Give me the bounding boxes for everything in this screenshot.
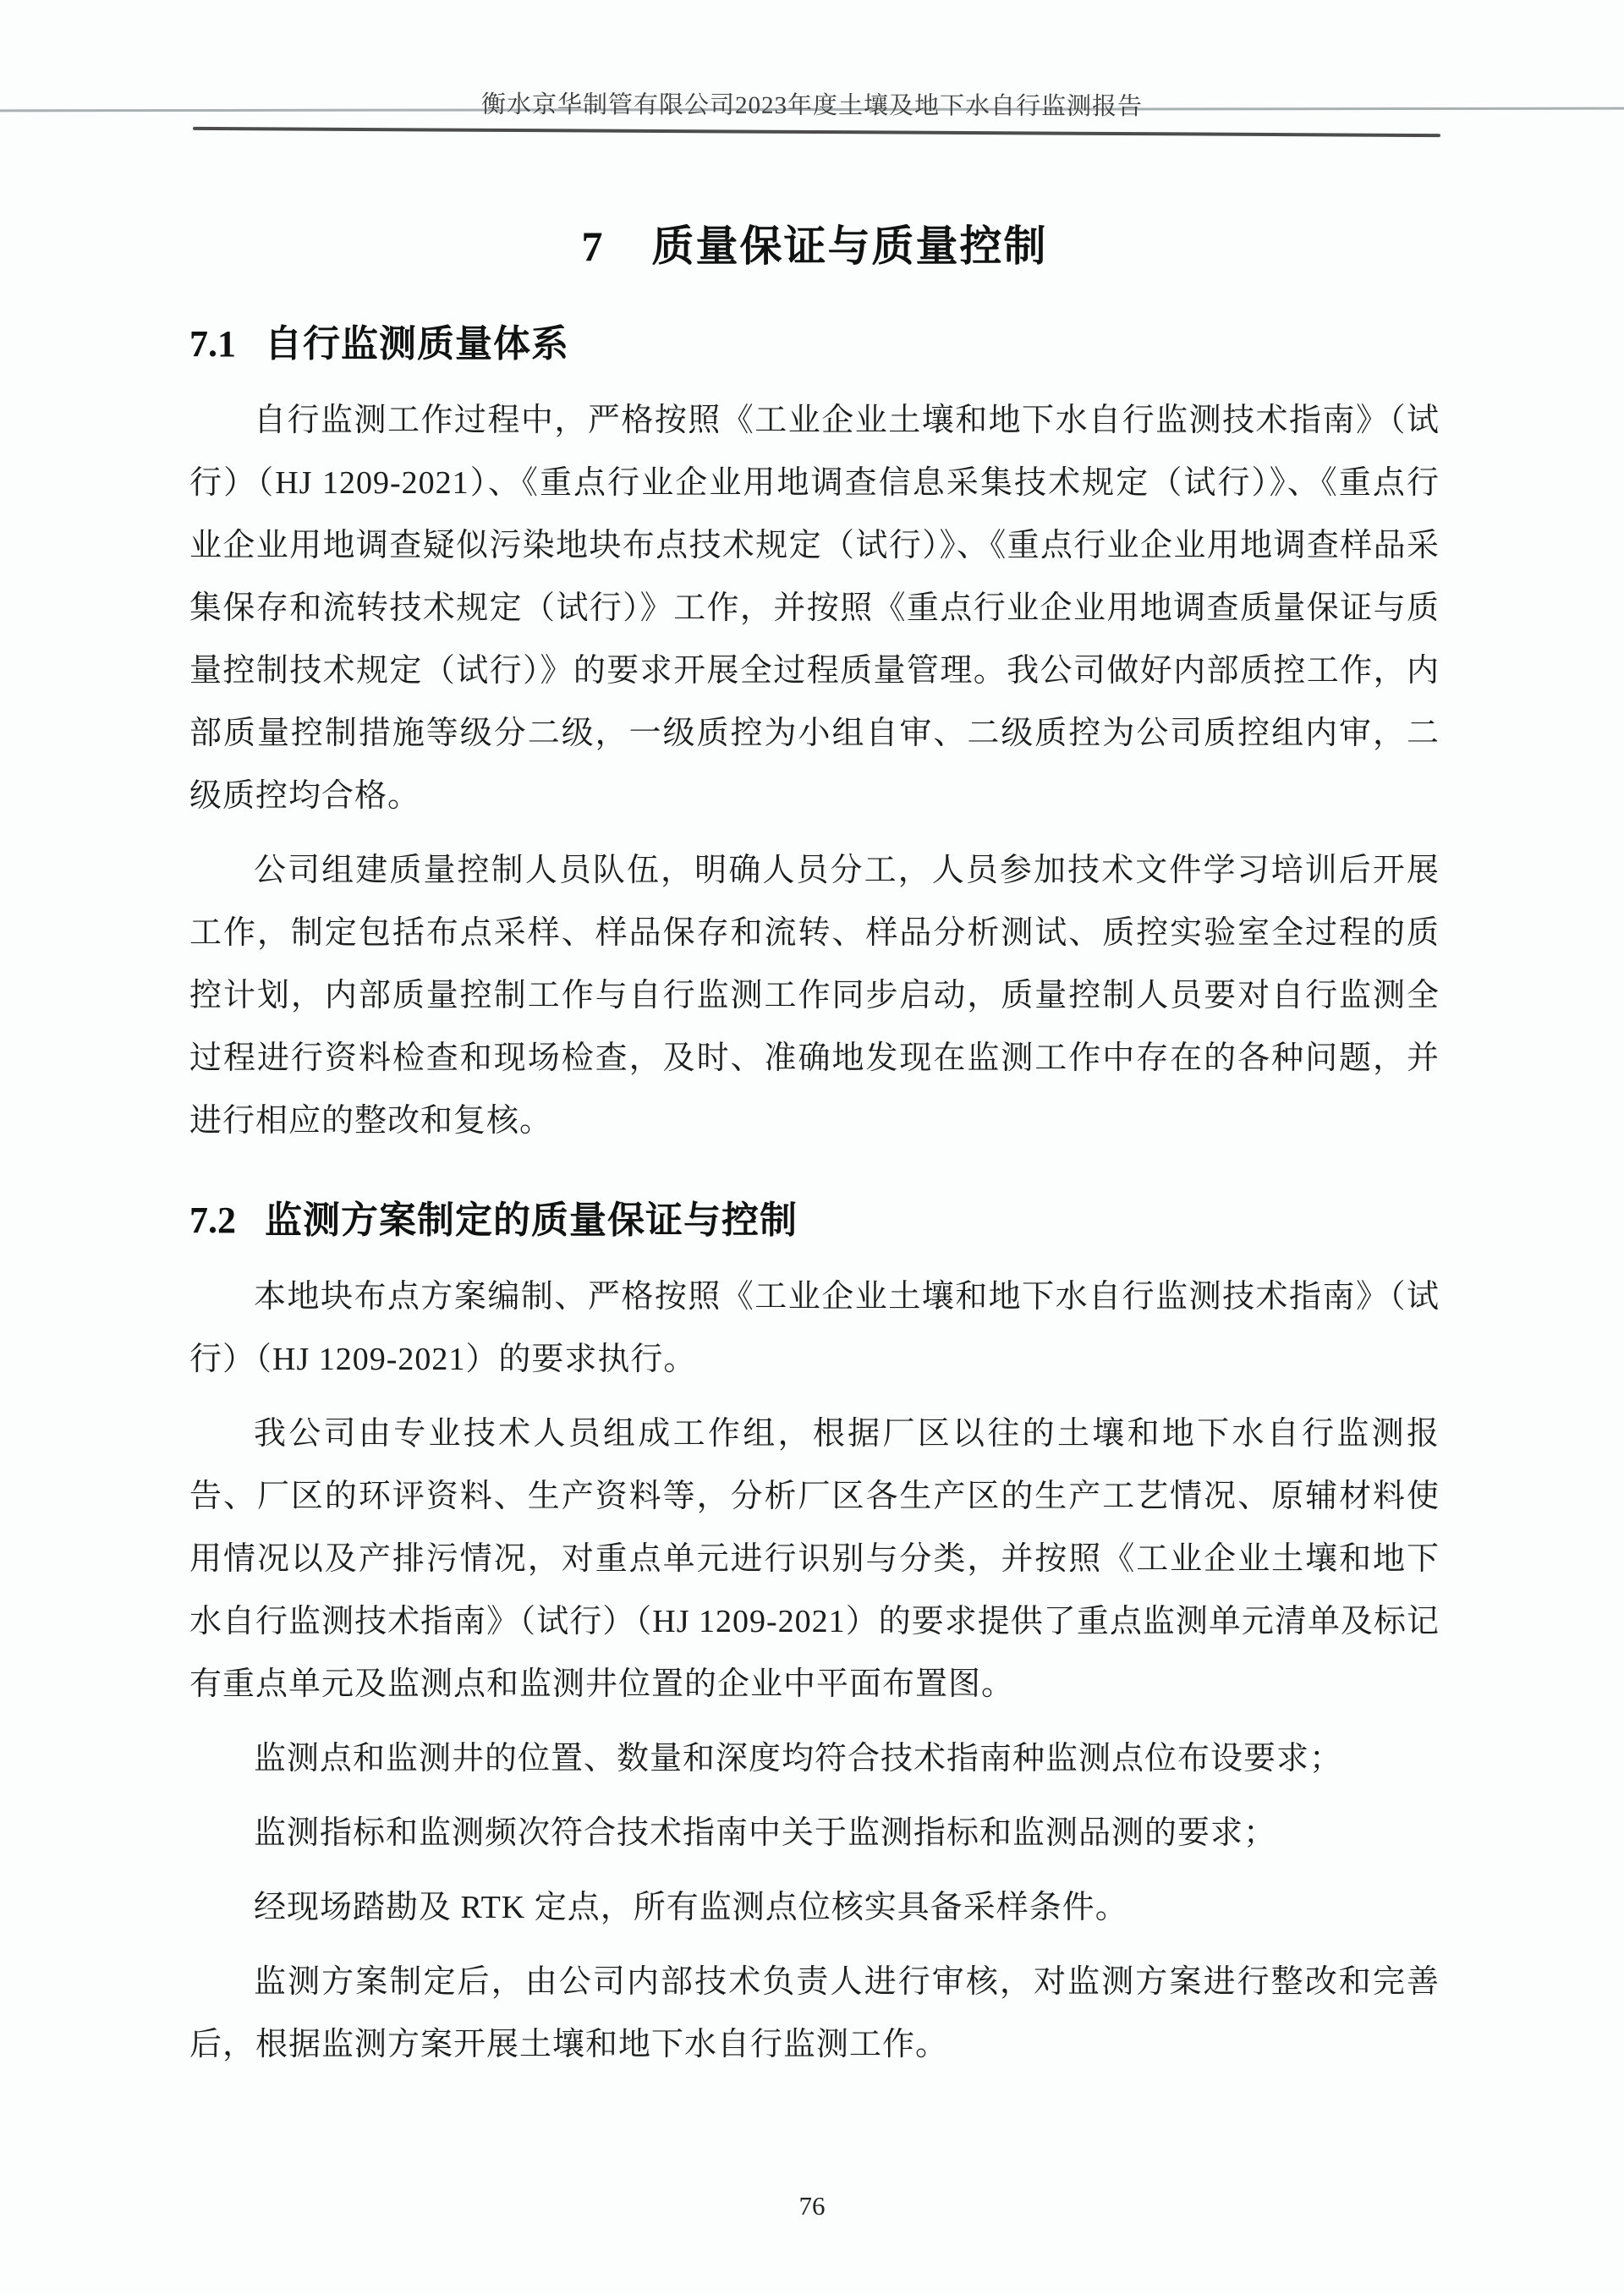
- section-7-2-paragraph-4: 监测指标和监测频次符合技术指南中关于监测指标和监测品测的要求；: [254, 1815, 1277, 1851]
- section-7-1-paragraph-2: 公司组建质量控制人员队伍，明确人员分工，人员参加技术文件学习培训后开展工作，制定包括布点采样、样品保存和流转、样品分析测试、质控实验室全过程的质控计划，内部质量控制工作与自行监测工作同步启动，质量控制人员要对自行监测全过程进行资料检查和现场检查，及时、准确地发现在监测工作中存在的各种问题，并进行相应的整改和复核。: [189, 853, 1440, 1139]
- section-7-2-paragraph-2: 我公司由专业技术人员组成工作组，根据厂区以往的土壤和地下水自行监测报告、厂区的环评资料、生产资料等，分析厂区各生产区的生产工艺情况、原辅材料使用情况以及产排污情况，对重点单元进行识别与分类，并按照《工业企业土壤和地下水自行监测技术指南》（试行）（HJ 1209-2021）的要求提供了重点监测单元清单及标记有重点单元及监测点和监测井位置的企业中平面布置图。: [189, 1416, 1440, 1702]
- page-number: 76: [798, 2191, 826, 2221]
- section-7-2-paragraph-3: 监测点和监测井的位置、数量和深度均符合技术指南种监测点位布设要求；: [254, 1741, 1343, 1776]
- header-rule-dark: [193, 127, 1440, 137]
- section-7-1-title: 自行监测质量体系: [265, 323, 569, 365]
- section-7-1-paragraph-1: 自行监测工作过程中，严格按照《工业企业土壤和地下水自行监测技术指南》（试行）（HJ 1209-2021）、《重点行业企业用地调查信息采集技术规定（试行）》、《重点行业企业用地调查疑似污染地块布点技术规定（试行）》、《重点行业企业用地调查样品采集保存和流转技术规定（试行）》工作，并按照《重点行业企业用地调查质量保证与质量控制技术规定（试行）》的要求开展全过程质量管理。我公司做好内部质控工作，内部质量控制措施等级分二级，一级质控为小组自审、二级质控为公司质控组内审，二级质控均合格。: [189, 403, 1440, 814]
- section-7-2-paragraph-5: 经现场踏勘及 RTK 定点，所有监测点位核实具备采样条件。: [254, 1890, 1128, 1925]
- section-7-2-title: 监测方案制定的质量保证与控制: [265, 1200, 798, 1241]
- section-heading-7-2: [189, 1194, 1440, 1247]
- chapter-title-text: 质量保证与质量控制: [651, 222, 1048, 270]
- chapter-number: 7: [581, 222, 605, 270]
- chapter-title: [189, 217, 1440, 276]
- section-heading-7-1: [189, 318, 1440, 371]
- header-running-title: 衡水京华制管有限公司2023年度土壤及地下水自行监测报告: [480, 91, 1144, 121]
- section-7-2-paragraph-1: 本地块布点方案编制、严格按照《工业企业土壤和地下水自行监测技术指南》（试行）（HJ 1209-2021）的要求执行。: [189, 1279, 1440, 1377]
- section-7-2-number: 7.2: [189, 1200, 236, 1241]
- section-7-2-paragraph-6: 监测方案制定后，由公司内部技术负责人进行审核，对监测方案进行整改和完善后，根据监测方案开展土壤和地下水自行监测工作。: [189, 1964, 1440, 2062]
- page-content: [189, 203, 1440, 2076]
- section-7-1-number: 7.1: [189, 323, 236, 365]
